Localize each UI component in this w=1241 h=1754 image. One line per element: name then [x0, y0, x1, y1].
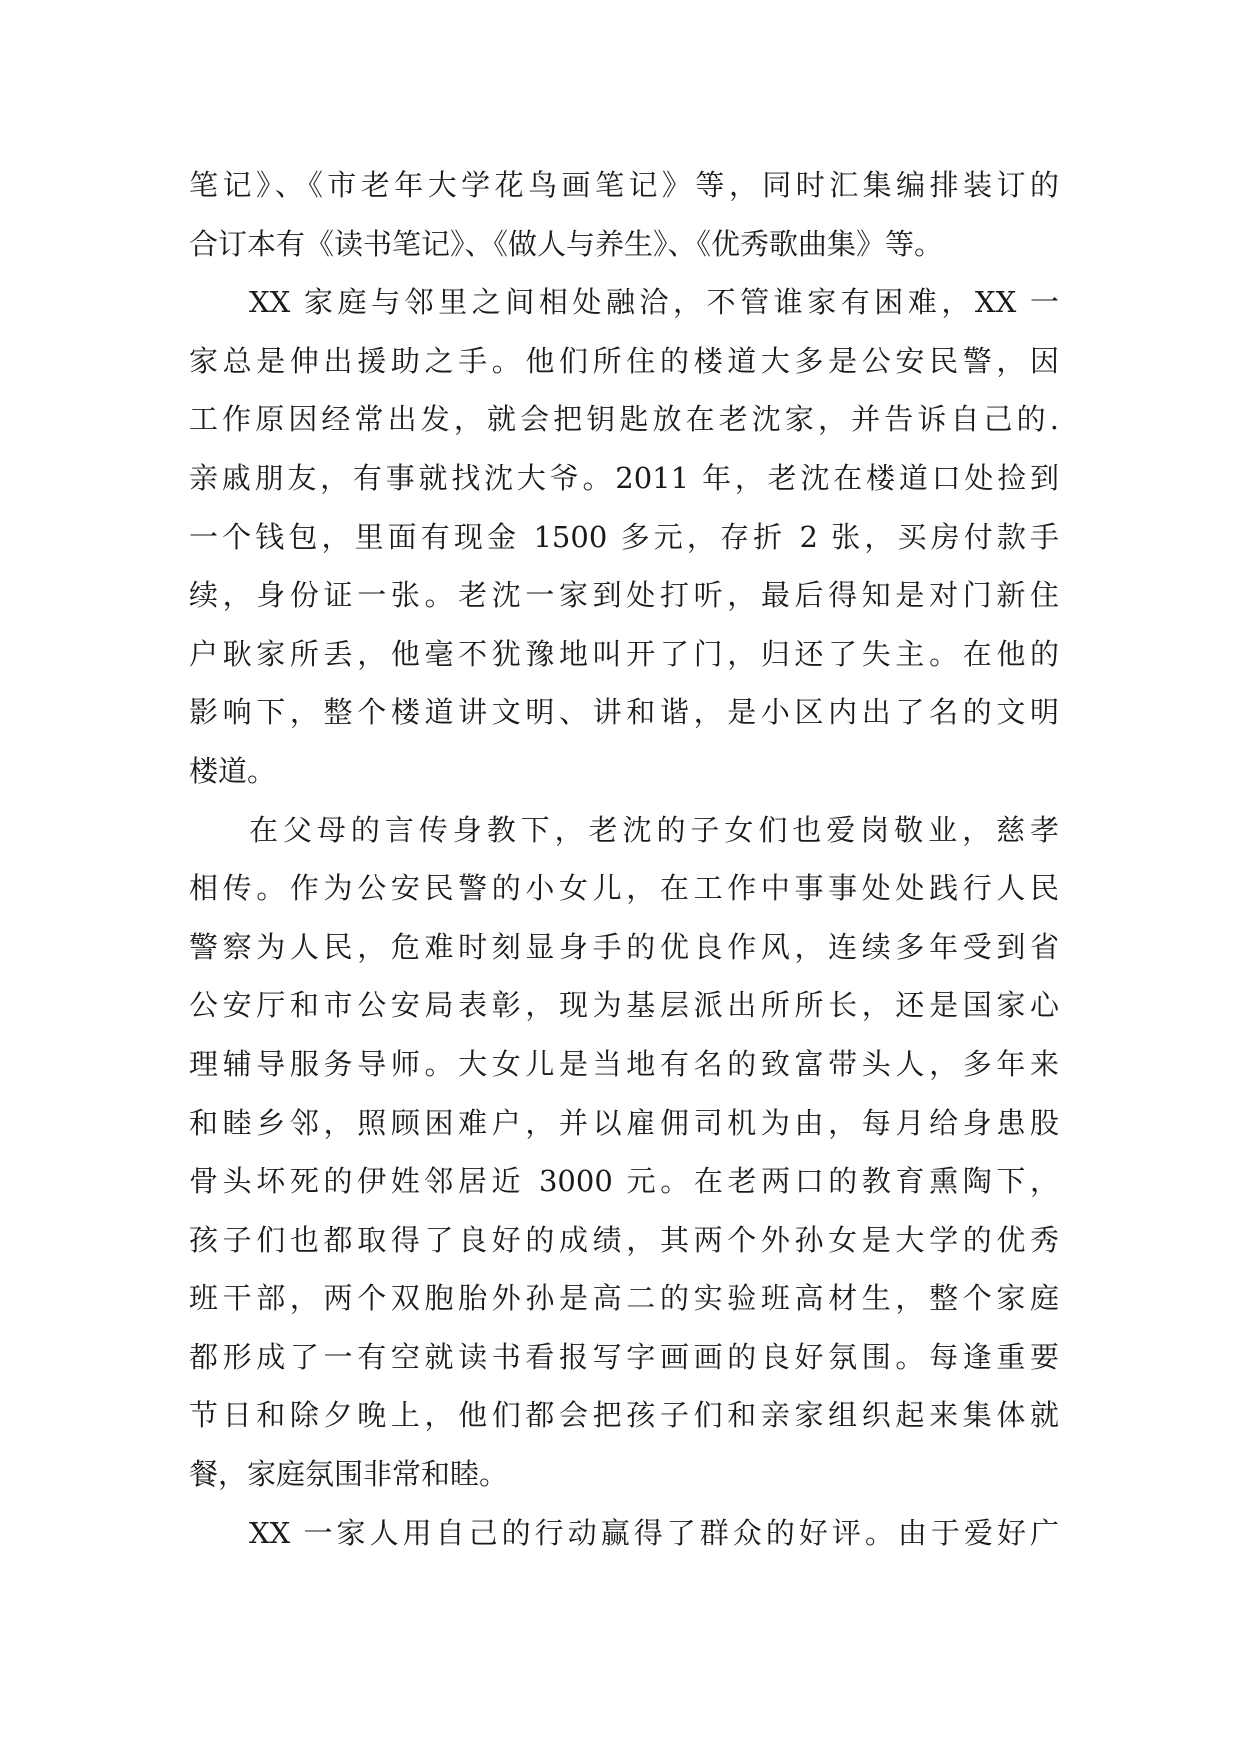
body-text [189, 156, 1059, 1562]
text-line: 续，身份证一张。老沈一家到处打听，最后得知是对门新住 [189, 578, 1059, 613]
text-line: 家总是伸出援助之手。他们所住的楼道大多是公安民警，因 [189, 343, 1059, 378]
text-line: 理辅导服务导师。大女儿是当地有名的致富带头人，多年来 [189, 1046, 1059, 1081]
text-line: 都形成了一有空就读书看报写字画画的良好氛围。每逢重要 [189, 1339, 1059, 1374]
text-line: 相传。作为公安民警的小女儿，在工作中事事处处践行人民 [189, 871, 1059, 906]
text-line: 骨头坏死的伊姓邻居近 3000 元。在老两口的教育熏陶下， [189, 1164, 1059, 1199]
text-line: 亲戚朋友，有事就找沈大爷。2011 年，老沈在楼道口处捡到 [189, 460, 1059, 495]
text-line: 在父母的言传身教下，老沈的子女们也爱岗敬业，慈孝 [249, 812, 1059, 847]
text-line: 影响下，整个楼道讲文明、讲和谐，是小区内出了名的文明 [189, 695, 1059, 730]
text-line: 合订本有《读书笔记》、《做人与养生》、《优秀歌曲集》等。 [189, 226, 944, 261]
text-line: 和睦乡邻，照顾困难户，并以雇佣司机为由，每月给身患股 [189, 1105, 1059, 1140]
text-line: 户耿家所丢，他毫不犹豫地叫开了门，归还了失主。在他的 [189, 636, 1059, 671]
text-line: XX 家庭与邻里之间相处融洽，不管谁家有困难，XX 一 [249, 285, 1059, 320]
text-line: 警察为人民，危难时刻显身手的优良作风，连续多年受到省 [189, 929, 1059, 964]
text-line: 公安厅和市公安局表彰，现为基层派出所所长，还是国家心 [189, 988, 1059, 1023]
text-line: 班干部，两个双胞胎外孙是高二的实验班高材生，整个家庭 [189, 1281, 1059, 1316]
text-line: 一个钱包，里面有现金 1500 多元，存折 2 张，买房付款手 [189, 519, 1059, 554]
text-line: 楼道。 [189, 753, 277, 788]
text-line: 节日和除夕晚上，他们都会把孩子们和亲家组织起来集体就 [189, 1398, 1059, 1433]
text-line: 笔记》、《市老年大学花鸟画笔记》等，同时汇集编排装订的 [189, 168, 1059, 202]
text-line: XX 一家人用自己的行动赢得了群众的好评。由于爱好广 [249, 1515, 1059, 1550]
text-line: 工作原因经常出发，就会把钥匙放在老沈家，并告诉自己的. [189, 402, 1059, 437]
text-line: 餐，家庭氛围非常和睦。 [189, 1457, 509, 1492]
text-line: 孩子们也都取得了良好的成绩，其两个外孙女是大学的优秀 [189, 1222, 1059, 1257]
